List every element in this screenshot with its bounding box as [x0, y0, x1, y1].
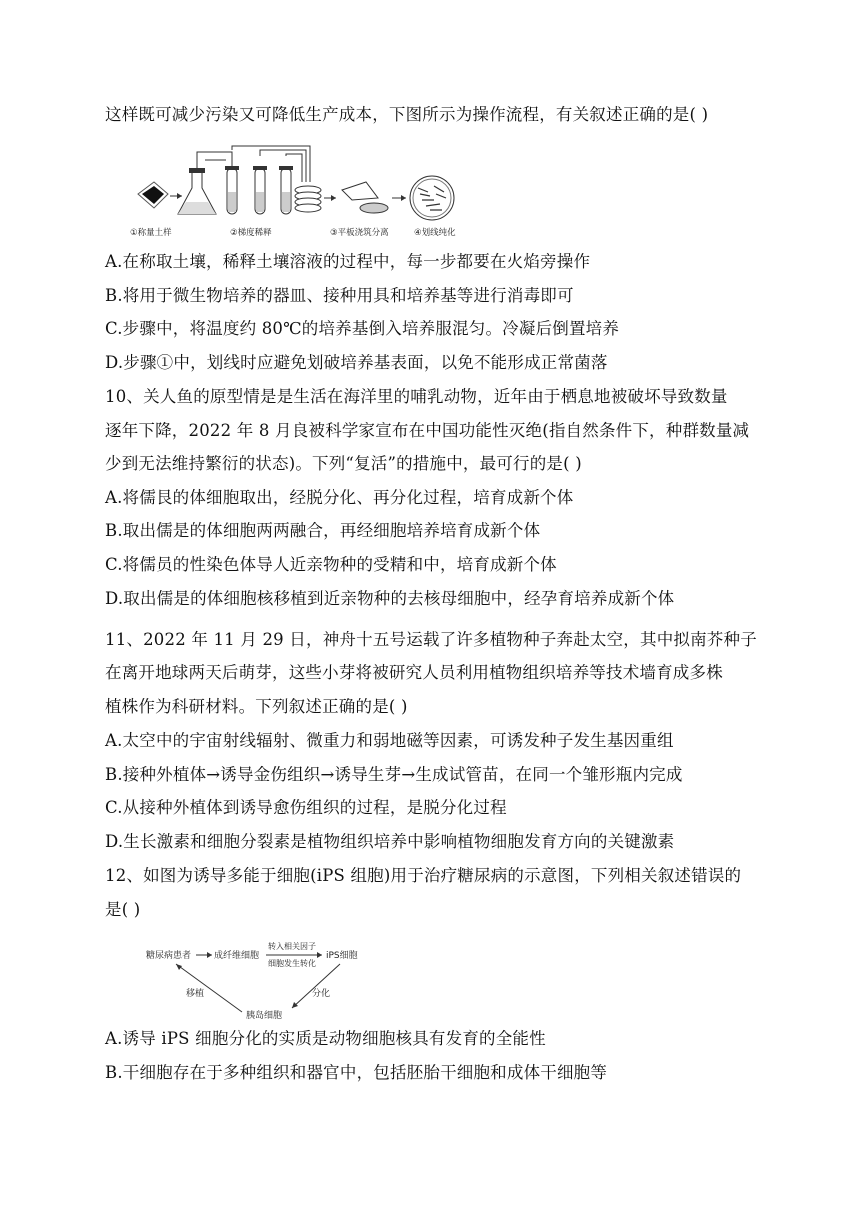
ips-cycle-diagram	[140, 938, 380, 1024]
text-line: B.接种外植体→诱导金伤组织→诱导生芽→生成试管苗，在同一个雏形瓶内完成	[105, 765, 683, 784]
text-line: C.步骤中，将温度约 80℃的培养基倒入培养服混匀。冷凝后倒置培养	[105, 319, 620, 338]
text-line: D.取出儒是的体细胞核移植到近亲物种的去核母细胞中，经孕育培养成新个体	[105, 589, 675, 608]
step-3-label: ③平板浇筑分离	[330, 228, 389, 238]
text-line: 是( )	[105, 900, 141, 919]
text-line: 少到无法维持繁衍的状态)。下列“复活”的措施中，最可行的是( )	[105, 454, 582, 473]
text-line: 10、关人鱼的原型情是是生活在海洋里的哺乳动物，近年由于栖息地被破坏导致数量	[105, 387, 728, 406]
text-line: A.在称取土壤，稀释土壤溶液的过程中，每一步都要在火焰旁操作	[105, 252, 591, 271]
text-line: 12、如图为诱导多能于细胞(iPS 组胞)用于治疗糖尿病的示意图，下列相关叙述错误的	[105, 866, 742, 885]
text-line: A.诱导 iPS 细胞分化的实质是动物细胞核具有发育的全能性	[105, 1029, 546, 1048]
patient-label: 糖尿病患者	[146, 951, 192, 961]
text-line: 逐年下降，2022 年 8 月良被科学家宣布在中国功能性灭绝(指自然条件下，种群数量减	[105, 421, 750, 440]
fibroblast-label: 成纤维细胞	[214, 951, 260, 961]
text-line: D.步骤①中，划线时应避免划破培养基表面，以免不能形成正常菌落	[105, 353, 608, 372]
text-line: A.将儒艮的体细胞取出，经脱分化、再分化过程，培育成新个体	[105, 488, 574, 507]
text-line: B.取出儒是的体细胞两两融合，再经细胞培养培育成新个体	[105, 521, 541, 540]
text-line: C.将儒员的性染色体导人近亲物种的受精和中，培育成新个体	[105, 555, 557, 574]
transplant-label: 移植	[186, 989, 205, 999]
text-line: 11、2022 年 11 月 29 日，神舟十五号运载了许多植物种子奔赴太空，其中拟南芥种子	[105, 630, 757, 649]
streak-plate-icon	[410, 176, 454, 220]
text-line: A.太空中的宇宙射线辐射、微重力和弱地磁等因素，可诱发种子发生基因重组	[105, 731, 674, 750]
islet-cell-label: 胰岛细胞	[246, 1011, 283, 1021]
step-2-label: ②梯度稀释	[230, 228, 272, 238]
text-line: B.干细胞存在于多种组织和器官中，包括胚胎干细胞和成体干细胞等	[105, 1063, 608, 1082]
text-line: B.将用于微生物培养的器皿、接种用具和培养基等进行消毒即可	[105, 286, 574, 305]
differentiate-label: 分化	[312, 989, 331, 999]
step-4-label: ④划线纯化	[414, 228, 456, 238]
test-tubes	[225, 166, 293, 214]
text-line: 植株作为科研材料。下列叙述正确的是( )	[105, 697, 408, 716]
plate-stack	[295, 186, 321, 212]
flow-diagram	[130, 142, 470, 240]
transfer-factor-label: 转入相关因子	[268, 942, 316, 951]
text-line: 这样既可减少污染又可降低生产成本，下图所示为操作流程，有关叙述正确的是( )	[105, 105, 709, 124]
step-1-label: ①称量土样	[130, 228, 172, 238]
text-line: 在离开地球两天后萌芽，这些小芽将被研究人员利用植物组织培养等技术墙育成多株	[105, 663, 723, 682]
text-line: D.生长激素和细胞分裂素是植物组织培养中影响植物细胞发育方向的关键激素	[105, 832, 675, 851]
text-line: C.从接种外植体到诱导愈伤组织的过程，是脱分化过程	[105, 798, 507, 817]
transformation-label: 细胞发生转化	[268, 959, 316, 968]
pouring-flask-icon	[342, 182, 378, 200]
ips-cell-label: iPS细胞	[326, 951, 358, 961]
